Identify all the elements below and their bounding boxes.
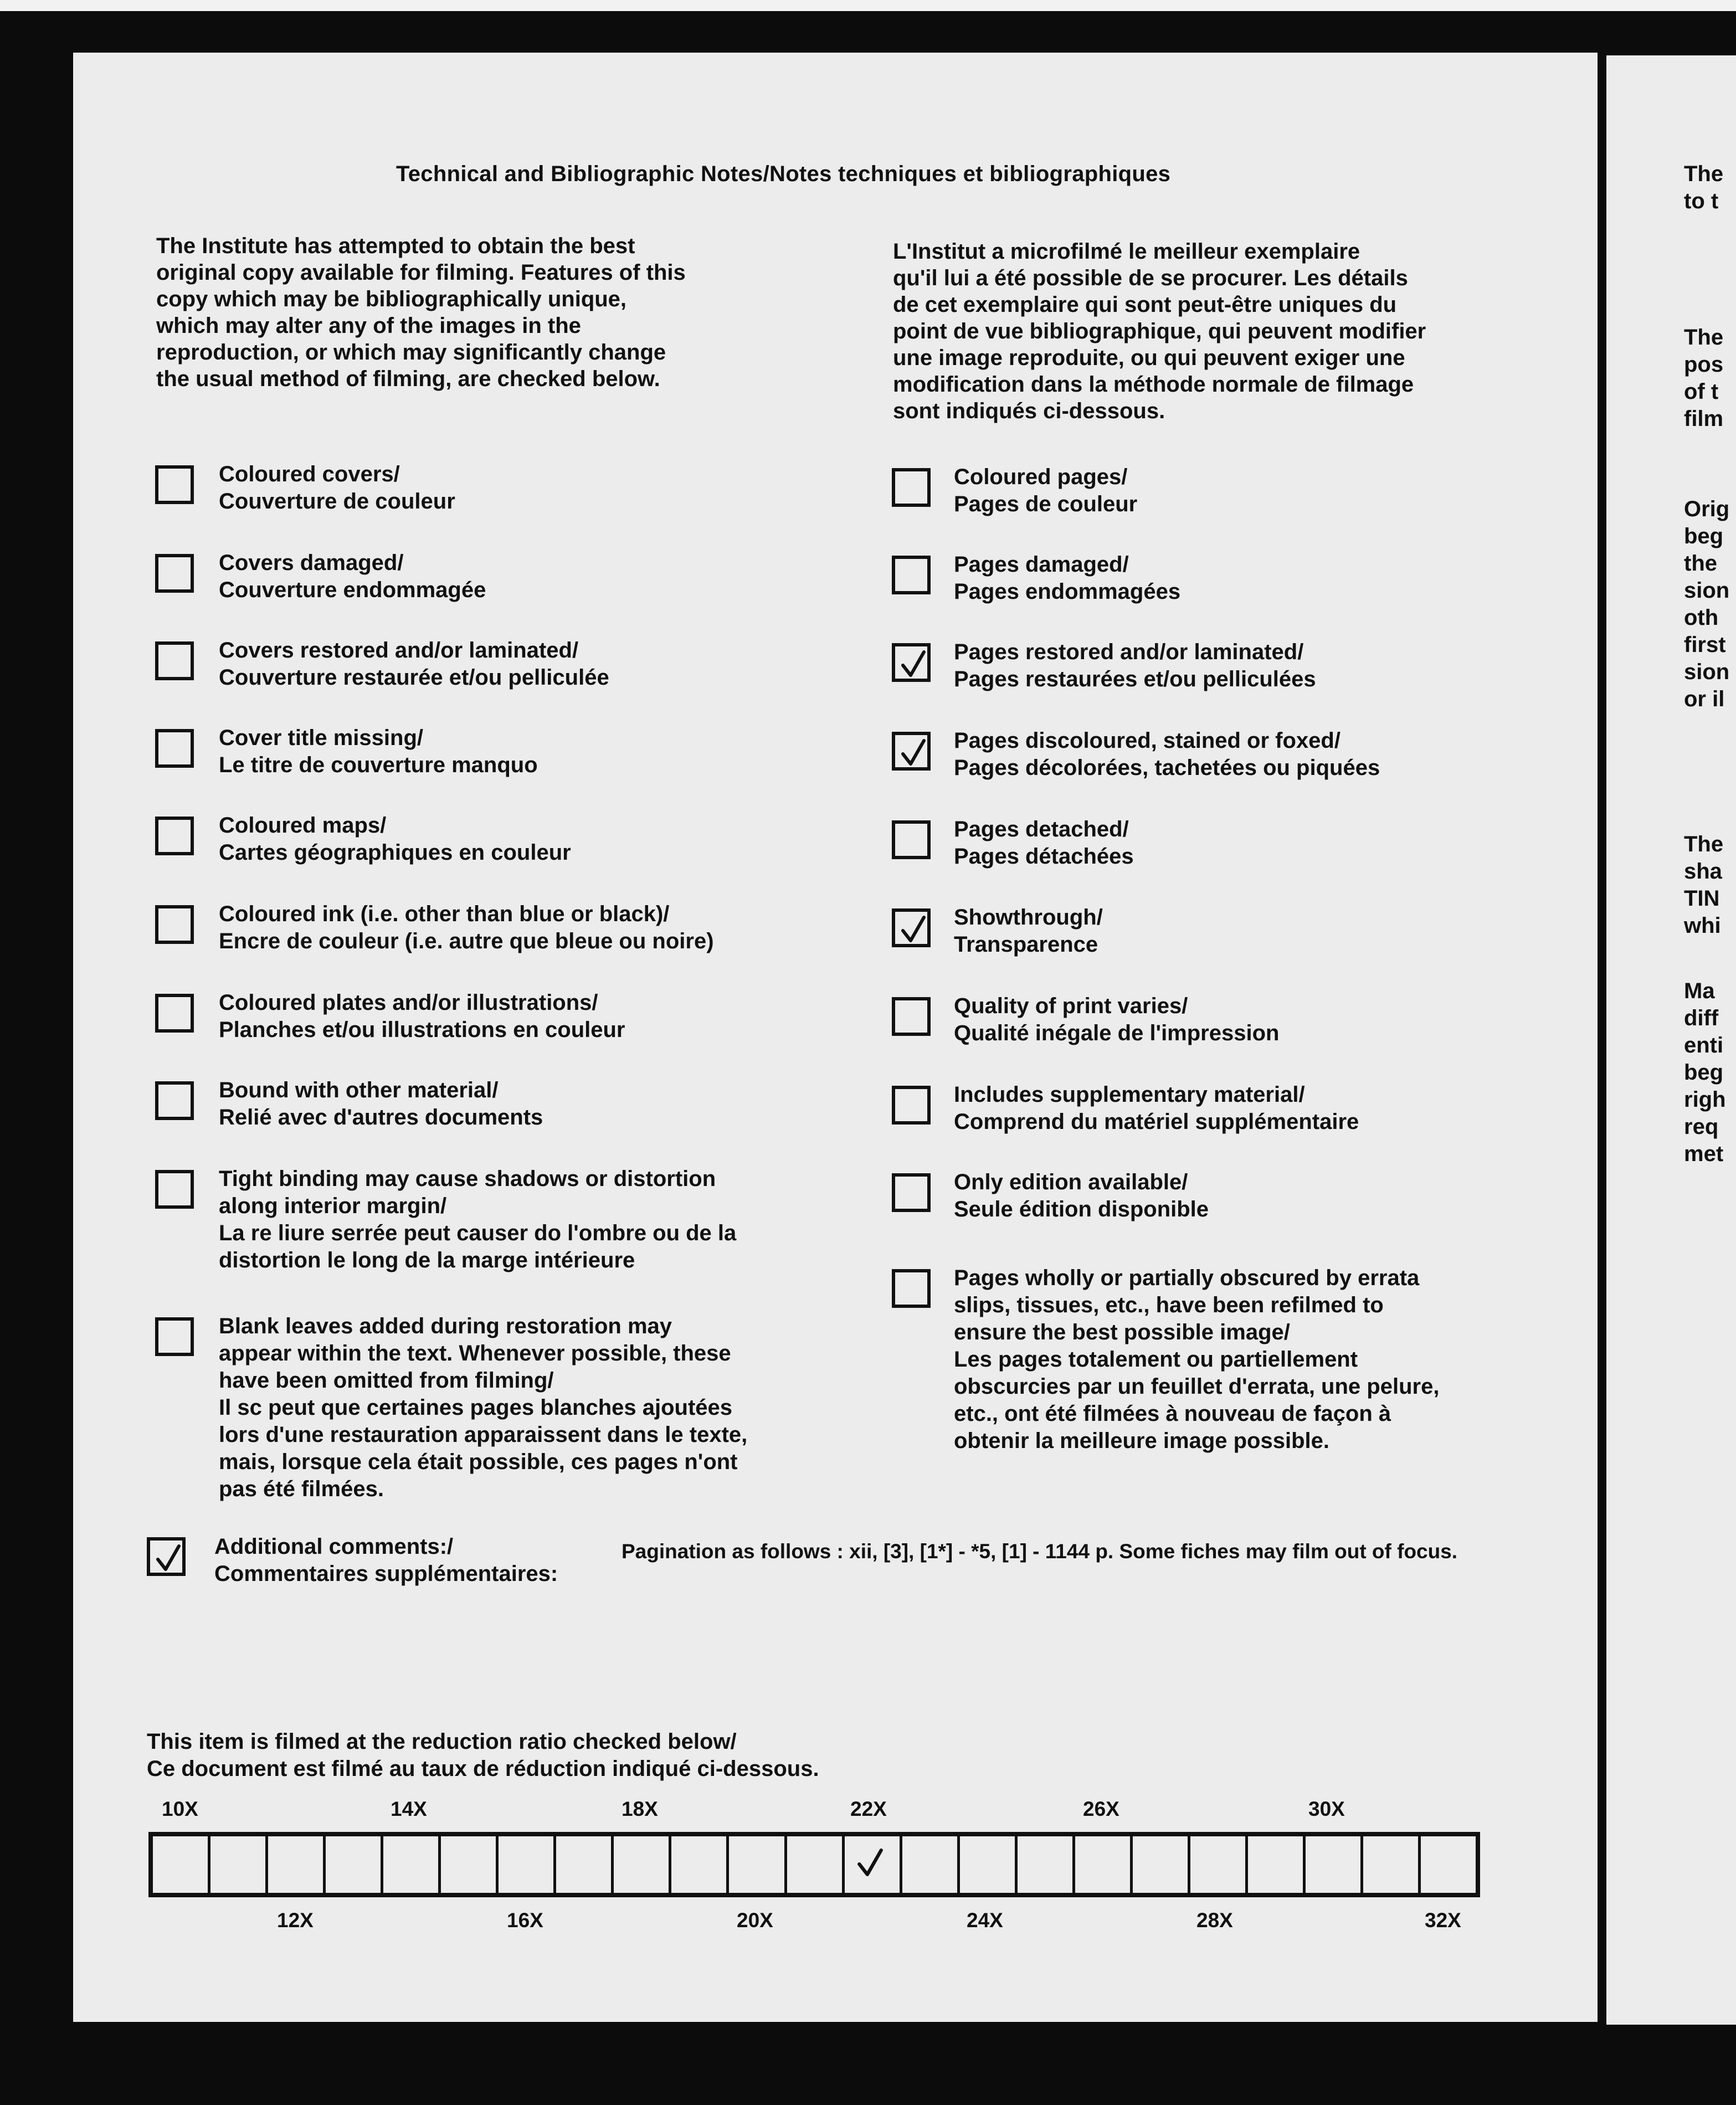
left-checkbox-4[interactable] <box>155 729 194 768</box>
right-checkbox-4[interactable] <box>892 732 931 771</box>
left-item-label-3: Covers restored and/or laminated/ Couverture restaurée et/ou pelliculée <box>219 638 609 690</box>
left-checkbox-3[interactable] <box>155 641 194 680</box>
left-checkbox-9[interactable] <box>155 1170 194 1209</box>
right-item-label-1: Coloured pages/ Pages de couleur <box>954 465 1138 516</box>
reduction-cell[interactable] <box>268 1836 326 1893</box>
reduction-cell[interactable] <box>614 1836 671 1893</box>
checkmark-icon <box>900 914 927 945</box>
ratio-label-26X: 26X <box>1083 1798 1119 1820</box>
ratio-label-30X: 30X <box>1308 1798 1345 1820</box>
right-checkbox-2[interactable] <box>892 556 931 594</box>
reduction-cell[interactable] <box>383 1836 441 1893</box>
checkmark-icon <box>900 649 927 680</box>
right-checkbox-5[interactable] <box>892 820 931 859</box>
right-item-label-8: Includes supplementary material/ Comprend du matériel supplémentaire <box>954 1082 1359 1134</box>
reduction-cell[interactable] <box>1133 1836 1190 1893</box>
ratio-label-28X: 28X <box>1196 1909 1233 1932</box>
right-checkbox-1[interactable] <box>892 468 931 507</box>
left-item-label-9: Tight binding may cause shadows or distortion along interior margin/ La re liure serrée peut causer do l'ombre ou de la distortion le long de la marge intérieure <box>219 1167 737 1272</box>
left-item-label-5: Coloured maps/ Cartes géographiques en couleur <box>219 813 571 865</box>
reduction-cell[interactable] <box>556 1836 614 1893</box>
checkmark-icon <box>856 1846 885 1880</box>
ratio-label-10X: 10X <box>162 1798 198 1820</box>
ratio-label-22X: 22X <box>850 1798 887 1820</box>
intro-english: The Institute has attempted to obtain the best original copy available for filming. Features of this copy which may be bibliographically unique, which may alter any of the images in the reproduction, or which may significantly change the usual method of filming, are checked below. <box>156 234 686 391</box>
reduction-cell[interactable] <box>210 1836 268 1893</box>
right-item-label-7: Quality of print varies/ Qualité inégale de l'impression <box>954 994 1280 1045</box>
left-item-label-1: Coloured covers/ Couverture de couleur <box>219 462 455 514</box>
reduction-cell[interactable] <box>1421 1836 1476 1893</box>
reduction-cell[interactable] <box>153 1836 210 1893</box>
ratio-label-16X: 16X <box>507 1909 543 1932</box>
left-item-label-10: Blank leaves added during restoration may appear within the text. Whenever possible, these have been omitted from filming/ Il sc peut que certaines pages blanches ajoutées lors d'une restauration apparaissent dans le texte, mais, lorsque cela était possible, ces pages n'ont pas été filmées. <box>219 1314 748 1501</box>
reduction-cell[interactable] <box>960 1836 1018 1893</box>
left-checkbox-7[interactable] <box>155 994 194 1033</box>
ratio-label-18X: 18X <box>622 1798 658 1820</box>
left-item-label-2: Covers damaged/ Couverture endommagée <box>219 551 486 602</box>
comments-checkbox[interactable] <box>147 1537 186 1576</box>
ratio-label-20X: 20X <box>737 1909 773 1932</box>
right-item-label-6: Showthrough/ Transparence <box>954 905 1103 957</box>
right-checkbox-7[interactable] <box>892 997 931 1036</box>
right-item-label-10: Pages wholly or partially obscured by errata slips, tissues, etc., have been refilmed to ensure the best possible image/ Les pages totalement ou partiellement obscurcies par un feuillet d'errata, une pelure, etc., ont été filmées à nouveau de façon à obtenir la meilleure image possible. <box>954 1266 1440 1453</box>
reduction-cell[interactable] <box>1306 1836 1363 1893</box>
reduction-cell[interactable] <box>1363 1836 1421 1893</box>
adjacent-text-3: Orig beg the sion oth first sion or il <box>1684 497 1730 711</box>
left-checkbox-10[interactable] <box>155 1317 194 1356</box>
left-item-label-6: Coloured ink (i.e. other than blue or black)/ Encre de couleur (i.e. autre que bleue ou noire) <box>219 902 714 953</box>
left-checkbox-1[interactable] <box>155 465 194 504</box>
adjacent-text-5: Ma diff enti beg righ req met <box>1684 979 1726 1166</box>
reduction-cell[interactable] <box>729 1836 787 1893</box>
left-item-label-7: Coloured plates and/or illustrations/ Planches et/ou illustrations en couleur <box>219 990 625 1042</box>
reduction-cell[interactable] <box>499 1836 556 1893</box>
adjacent-text-4: The sha TIN whi <box>1684 832 1724 938</box>
right-item-label-2: Pages damaged/ Pages endommagées <box>954 552 1181 604</box>
reduction-cell[interactable] <box>902 1836 960 1893</box>
reduction-cell[interactable] <box>1018 1836 1075 1893</box>
checkmark-icon <box>900 737 927 768</box>
reduction-cell[interactable] <box>1075 1836 1133 1893</box>
left-checkbox-6[interactable] <box>155 905 194 944</box>
left-item-label-8: Bound with other material/ Relié avec d'autres documents <box>219 1078 543 1129</box>
reduction-cell[interactable] <box>1248 1836 1306 1893</box>
scan-top-margin <box>0 0 1736 11</box>
ratio-label-14X: 14X <box>391 1798 427 1820</box>
left-item-label-4: Cover title missing/ Le titre de couverture manquo <box>219 726 538 777</box>
right-item-label-5: Pages detached/ Pages détachées <box>954 817 1134 869</box>
left-checkbox-8[interactable] <box>155 1081 194 1120</box>
right-checkbox-9[interactable] <box>892 1173 931 1212</box>
adjacent-text-2: The pos of t film <box>1684 325 1724 431</box>
ratio-label-32X: 32X <box>1425 1909 1461 1932</box>
right-checkbox-3[interactable] <box>892 643 931 682</box>
reduction-cell[interactable] <box>671 1836 729 1893</box>
reduction-cell[interactable] <box>441 1836 499 1893</box>
ratio-label-12X: 12X <box>277 1909 314 1932</box>
comments-text: Pagination as follows : xii, [3], [1*] - *5, [1] - 1144 p. Some fiches may film out of focus. <box>622 1540 1458 1563</box>
left-checkbox-2[interactable] <box>155 554 194 593</box>
reduction-note: This item is filmed at the reduction ratio checked below/ Ce document est filmé au taux de réduction indiqué ci-dessous. <box>147 1729 819 1781</box>
checkmark-icon <box>155 1543 182 1574</box>
reduction-cell[interactable] <box>845 1836 902 1893</box>
reduction-cell[interactable] <box>1190 1836 1248 1893</box>
comments-label: Additional comments:/ Commentaires supplémentaires: <box>214 1534 558 1586</box>
right-checkbox-6[interactable] <box>892 908 931 947</box>
page-title: Technical and Bibliographic Notes/Notes techniques et bibliographiques <box>396 162 1171 186</box>
right-item-label-4: Pages discoloured, stained or foxed/ Pages décolorées, tachetées ou piquées <box>954 728 1380 780</box>
reduction-cell[interactable] <box>787 1836 845 1893</box>
right-checkbox-8[interactable] <box>892 1086 931 1125</box>
left-checkbox-5[interactable] <box>155 817 194 855</box>
ratio-label-24X: 24X <box>967 1909 1003 1932</box>
right-item-label-3: Pages restored and/or laminated/ Pages restaurées et/ou pelliculées <box>954 640 1316 691</box>
intro-french: L'Institut a microfilmé le meilleur exemplaire qu'il lui a été possible de se procurer. Les détails de cet exemplaire qui sont peut-être uniques du point de vue bibliographique, qui peuvent modifier une image reproduite, ou qui peuvent exiger une modification dans la méthode normale de filmage sont indiqués ci-dessous. <box>893 239 1426 423</box>
reduction-cell[interactable] <box>326 1836 383 1893</box>
right-item-label-9: Only edition available/ Seule édition disponible <box>954 1170 1209 1221</box>
reduction-scale <box>148 1832 1480 1897</box>
adjacent-text-1: The to t <box>1684 162 1724 213</box>
adjacent-page <box>1606 55 1736 2025</box>
right-checkbox-10[interactable] <box>892 1269 931 1308</box>
